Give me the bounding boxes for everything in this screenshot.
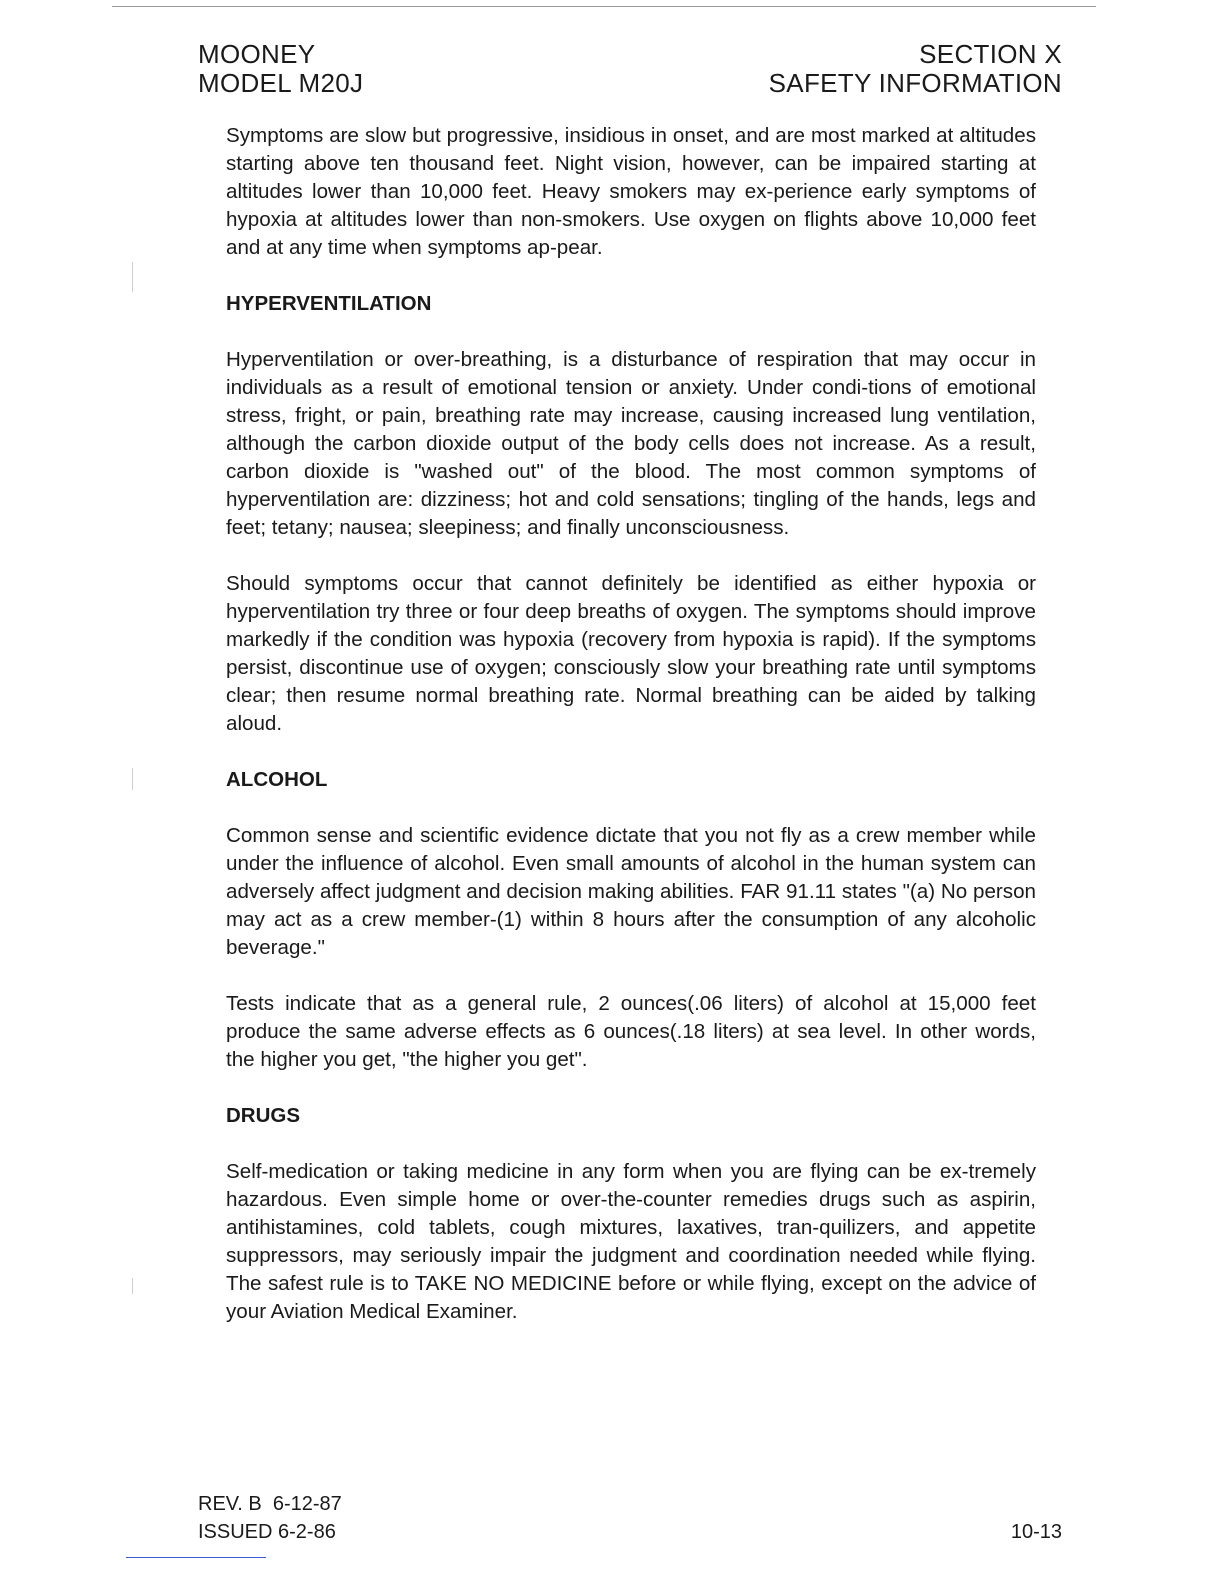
section-title: SAFETY INFORMATION bbox=[768, 68, 1062, 98]
hyperventilation-heading: HYPERVENTILATION bbox=[226, 292, 432, 315]
header-left bbox=[198, 40, 363, 98]
footer-left bbox=[198, 1490, 342, 1546]
margin-mark bbox=[132, 1278, 133, 1294]
bottom-rule bbox=[126, 1557, 266, 1558]
header-right bbox=[769, 40, 1062, 98]
section-number: SECTION X bbox=[919, 39, 1062, 69]
revision-label: REV. B 6-12-87 bbox=[198, 1493, 342, 1515]
top-rule bbox=[112, 6, 1096, 7]
page-number: 10-13 bbox=[1010, 1521, 1062, 1543]
manufacturer-name: MOONEY bbox=[198, 39, 316, 69]
margin-mark bbox=[132, 262, 133, 292]
page-body bbox=[226, 122, 1036, 1326]
intro-paragraph: Symptoms are slow but progressive, insidious in onset, and are most marked at altitudes starting above ten thousand feet. Night vision, however, can be impaired starting at altitudes lower than 10,000 feet. Heavy smokers may ex-perience early symptoms of hypoxia at altitudes lower than non-smokers. Use oxygen on flights above 10,000 feet and at any time when symptoms ap-pear. bbox=[226, 124, 1036, 259]
issued-label: ISSUED 6-2-86 bbox=[198, 1521, 336, 1543]
hyperventilation-paragraph-2: Should symptoms occur that cannot definitely be identified as either hypoxia or hyperventilation try three or four deep breaths of oxygen. The symptoms should improve markedly if the condition was hypoxia (recovery from hypoxia is rapid). If the symptoms persist, discontinue use of oxygen; consciously slow your breathing rate until symptoms clear; then resume normal breathing rate. Normal breathing can be aided by talking aloud. bbox=[226, 572, 1036, 735]
alcohol-paragraph-2: Tests indicate that as a general rule, 2 ounces(.06 liters) of alcohol at 15,000 feet produce the same adverse effects as 6 ounces(.18 liters) at sea level. In other words, the higher you get, "the higher you get". bbox=[226, 992, 1036, 1071]
alcohol-heading: ALCOHOL bbox=[226, 768, 328, 791]
alcohol-paragraph-1: Common sense and scientific evidence dictate that you not fly as a crew member while under the influence of alcohol. Even small amounts of alcohol in the human system can adversely affect judgment and decision making abilities. FAR 91.11 states "(a) No person may act as a crew member-(1) within 8 hours after the consumption of any alcoholic beverage." bbox=[226, 824, 1036, 959]
margin-mark bbox=[132, 768, 133, 790]
drugs-heading: DRUGS bbox=[226, 1104, 301, 1127]
hyperventilation-paragraph-1: Hyperventilation or over-breathing, is a disturbance of respiration that may occur in individuals as a result of emotional tension or anxiety. Under condi-tions of emotional stress, fright, or pain, breathing rate may increase, causing increased lung ventilation, although the carbon dioxide output of the body cells does not increase. As a result, carbon dioxide is "washed out" of the blood. The most common symptoms of hyperventilation are: dizziness; hot and cold sensations; tingling of the hands, legs and feet; tetany; nausea; sleepiness; and finally unconsciousness. bbox=[226, 348, 1036, 539]
drugs-paragraph-1: Self-medication or taking medicine in any form when you are flying can be ex-tremely hazardous. Even simple home or over-the-counter remedies drugs such as aspirin, antihistamines, cold tablets, cough mixtures, laxatives, tran-quilizers, and appetite suppressors, may seriously impair the judgment and coordination needed while flying. The safest rule is to TAKE NO MEDICINE before or while flying, except on the advice of your Aviation Medical Examiner. bbox=[226, 1160, 1036, 1323]
model-name: MODEL M20J bbox=[198, 68, 364, 98]
